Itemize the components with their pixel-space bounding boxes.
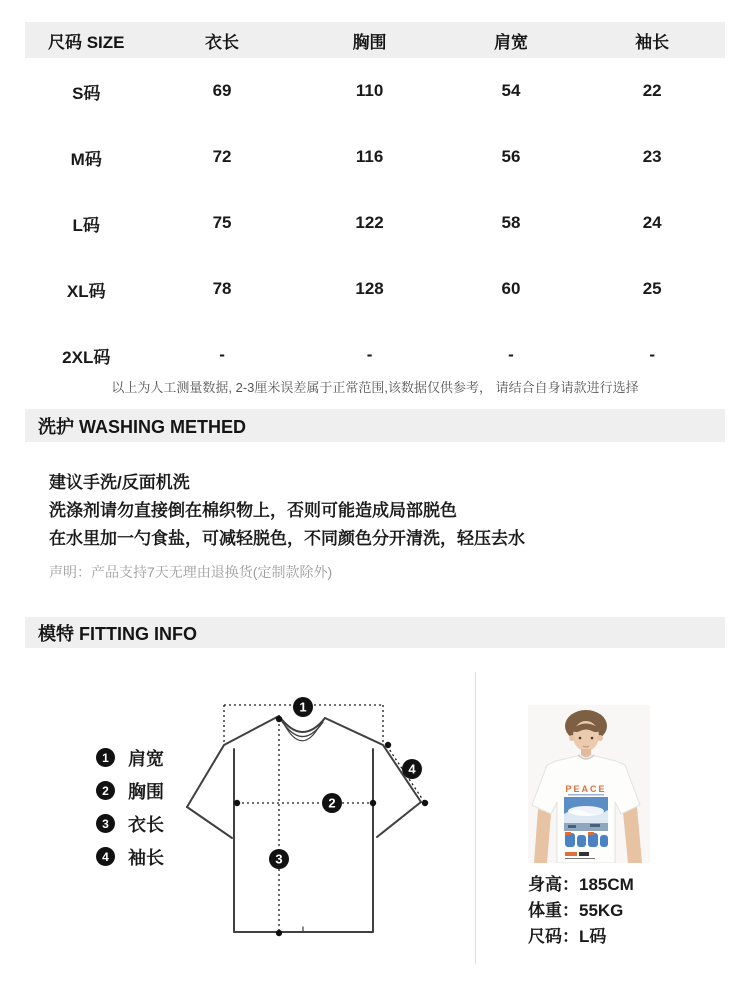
col-header-size: 尺码 SIZE <box>47 32 125 52</box>
fitting-section-title: 模特 FITTING INFO <box>25 617 725 648</box>
model-height: 身高：185CM <box>528 875 634 894</box>
cell-value: 60 <box>501 279 521 298</box>
row-label: M码 <box>70 149 102 169</box>
size-table-header <box>25 22 725 58</box>
cell-value: 75 <box>212 213 232 232</box>
legend-item-chest <box>96 781 164 800</box>
tshirt-measurement-diagram <box>165 693 455 953</box>
legend-item-shoulder <box>96 748 164 767</box>
cell-value: 54 <box>501 81 521 100</box>
marker-4: 4 <box>408 761 416 777</box>
cell-value: 25 <box>642 279 662 298</box>
cell-value: 116 <box>355 147 384 166</box>
cell-value: 69 <box>212 81 232 100</box>
diagram-number-markers <box>269 697 422 869</box>
number-4-badge: 4 <box>96 847 115 866</box>
washing-line: 建议手洗/反面机洗 <box>49 473 190 492</box>
washing-line: 洗涤剂请勿直接倒在棉织物上，否则可能造成局部脱色 <box>49 501 457 520</box>
size-table <box>25 22 725 388</box>
marker-3: 3 <box>275 851 283 867</box>
cell-value: 72 <box>212 147 232 166</box>
legend-label: 衣长 <box>128 814 164 835</box>
model-size: 尺码：L码 <box>528 927 607 946</box>
marker-2: 2 <box>328 795 336 811</box>
cell-value: 128 <box>355 279 384 298</box>
tshirt-print-text: PEACE <box>565 784 607 794</box>
row-label: XL码 <box>66 281 106 301</box>
row-label: L码 <box>72 215 100 235</box>
col-header-shoulder: 肩宽 <box>493 32 528 52</box>
measurement-dotted-lines <box>224 705 425 933</box>
col-header-sleeve: 袖长 <box>635 32 670 52</box>
cell-value: 22 <box>642 81 662 100</box>
cell-value: 122 <box>355 213 384 232</box>
table-row <box>25 124 725 190</box>
legend-label: 胸围 <box>128 781 164 802</box>
measurement-note: 以上为人工测量数据, 2-3厘米误差属于正常范围,该数据仅供参考， 请结合自身请款进行选择 <box>111 380 639 395</box>
number-1-badge: 1 <box>96 748 115 767</box>
marker-1: 1 <box>299 699 307 715</box>
table-row <box>25 190 725 256</box>
return-policy-disclaimer: 声明：产品支持7天无理由退换货(定制款除外) <box>49 564 333 580</box>
row-label: 2XL码 <box>62 347 111 367</box>
col-header-chest: 胸围 <box>352 32 387 52</box>
cell-value: 78 <box>212 279 232 298</box>
table-row <box>25 256 725 322</box>
legend-item-sleeve <box>96 847 164 866</box>
number-2-badge: 2 <box>96 781 115 800</box>
washing-section-title: 洗护 WASHING METHED <box>25 409 725 442</box>
number-3-badge: 3 <box>96 814 115 833</box>
col-header-length: 衣长 <box>205 32 240 52</box>
table-row <box>25 58 725 124</box>
cell-value: - <box>649 345 655 364</box>
washing-instructions <box>49 469 525 553</box>
cell-value: - <box>508 345 514 364</box>
cell-value: - <box>366 345 373 364</box>
vertical-divider <box>475 672 476 964</box>
cell-value: 56 <box>501 147 521 166</box>
legend-item-length <box>96 814 164 833</box>
legend-label: 肩宽 <box>128 748 164 769</box>
washing-line: 在水里加一勺食盐，可减轻脱色，不同颜色分开清洗，轻压去水 <box>49 529 525 548</box>
row-label: S码 <box>72 83 101 103</box>
legend-label: 袖长 <box>128 847 164 868</box>
model-info <box>528 872 634 950</box>
cell-value: 24 <box>642 213 662 232</box>
model-photo <box>528 705 650 863</box>
measurement-endpoint-dots <box>234 716 428 936</box>
cell-value: - <box>219 345 225 364</box>
model-weight: 体重：55KG <box>528 901 624 920</box>
cell-value: 58 <box>501 213 521 232</box>
cell-value: 110 <box>355 81 384 100</box>
cell-value: 23 <box>642 147 662 166</box>
tshirt-outline <box>187 716 421 932</box>
